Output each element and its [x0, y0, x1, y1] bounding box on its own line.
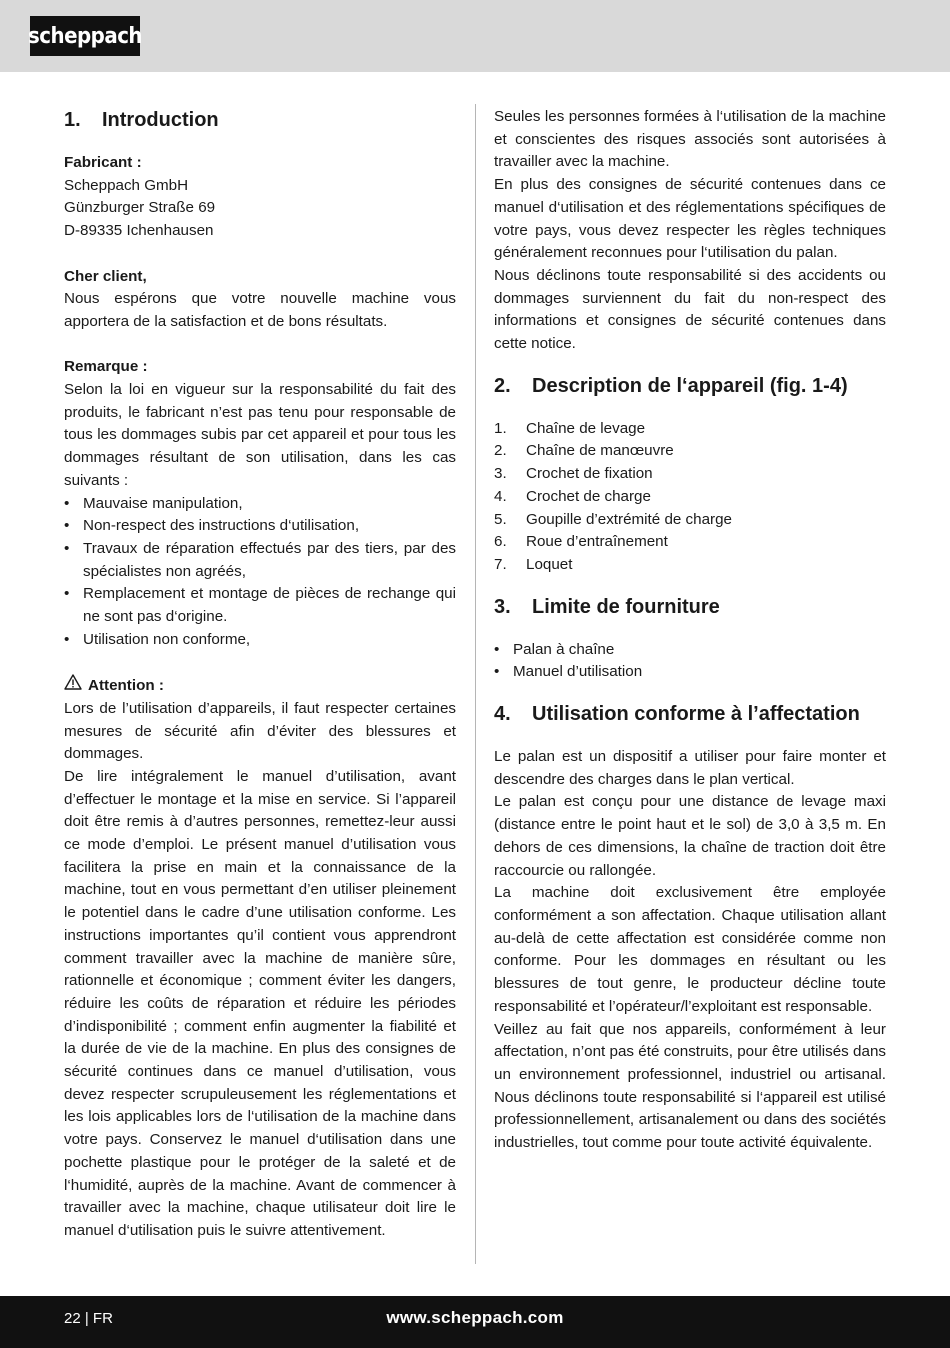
list-item: • Travaux de réparation effectués par des tiers, par des spécialistes non agréés, [64, 538, 456, 583]
attention-text: Lors de l’utilisation d’appareils, il faut respecter certaines mesures de sécurité afin d’éviter des blessures et dommages. [64, 699, 456, 763]
list-item [494, 509, 886, 532]
list-item [494, 486, 886, 509]
page-number: 22 | FR [64, 1310, 113, 1327]
intro-paragraph: Nous déclinons toute responsabilité si des accidents ou dommages surviennent du fait du non-respect des informations et consignes de sécurité contenues dans cette notice. [494, 266, 886, 353]
section-title: Description de l‘appareil (fig. 1-4) [532, 374, 848, 397]
section-title: Introduction [102, 109, 219, 131]
item-number: 4. [494, 487, 507, 505]
list-item [494, 440, 886, 463]
section-number: 1. [64, 109, 81, 131]
right-column [494, 106, 886, 1155]
scheppach-logo: scheppach [30, 16, 140, 56]
attention-label: Attention : [88, 676, 164, 694]
list-item: • Palan à chaîne [494, 639, 886, 662]
list-item [494, 554, 886, 577]
liability-cases-list [64, 493, 456, 652]
left-column [64, 106, 456, 1243]
section-number: 4. [494, 703, 511, 726]
address-line: Scheppach GmbH [64, 176, 189, 194]
remarque-label: Remarque : [64, 358, 148, 376]
section-title: Limite de fourniture [532, 595, 720, 618]
use-paragraph: Veillez au fait que nos appareils, conformément à leur affectation, n’ont pas été construits, pour être utilisés dans un environnement professionnel, industriel ou artisanal. Nous déclinons toute responsabilité si l‘appareil est utilisé professionnellement, artisanalement ou dans des sociétés industrielles, tout comme pour toute activité équivalente. [494, 1020, 886, 1152]
item-label: Crochet de fixation [526, 465, 653, 483]
use-paragraph: Le palan est un dispositif a utiliser pour faire monter et descendre des charges dans le plan vertical. [494, 748, 886, 788]
item-label: Loquet [526, 555, 573, 573]
section-title: Utilisation conforme à l’affectation [532, 703, 860, 726]
list-item: • Remplacement et montage de pièces de rechange qui ne sont pas d‘origine. [64, 583, 456, 628]
fabricant-label: Fabricant : [64, 154, 142, 171]
parts-list [494, 418, 886, 577]
item-number: 7. [494, 555, 507, 573]
attention-heading [64, 674, 456, 698]
column-divider [475, 104, 476, 1264]
website-url: www.scheppach.com [386, 1308, 564, 1327]
item-number: 2. [494, 442, 507, 460]
warning-triangle-icon [64, 674, 82, 698]
item-number: 6. [494, 533, 507, 551]
list-item: • Mauvaise manipulation, [64, 493, 456, 516]
item-label: Roue d’entraînement [526, 533, 668, 551]
address-line: D-89335 Ichenhausen [64, 222, 214, 240]
list-item [494, 418, 886, 441]
use-paragraph: La machine doit exclusivement être employée conformément a son affectation. Chaque utilisation allant au-delà de cette affectation est considérée comme non conforme. Pour les dommages en résultant ou les blessures de tout genre, le producteur décline toute responsabilité et l’opérateur/l’exploitant est responsable. [494, 884, 886, 1015]
supply-list [494, 639, 886, 684]
item-label: Chaîne de manœuvre [526, 442, 674, 460]
list-item: • Utilisation non conforme, [64, 629, 456, 652]
section-number: 3. [494, 595, 511, 618]
item-number: 3. [494, 465, 507, 483]
intro-paragraph: Seules les personnes formées à l‘utilisation de la machine et conscientes des risques associés sont autorisées à travailler avec la machine. [494, 108, 886, 171]
page-header [0, 0, 950, 72]
item-label: Chaîne de levage [526, 419, 646, 437]
section-3-heading [494, 593, 886, 621]
client-text: Nous espérons que votre nouvelle machine vous apportera de la satisfaction et de bons résultats. [64, 290, 456, 330]
list-item: • Manuel d’utilisation [494, 661, 886, 684]
page-footer [0, 1296, 950, 1348]
item-number: 1. [494, 419, 507, 437]
manual-text: De lire intégralement le manuel d’utilisation, avant d’effectuer le montage et la mise en service. Si l’appareil doit être remis à d’autres personnes, remettez-leur aussi ce mode d’emploi. Le présent manuel d’utilisation vous facilitera la prise en main et la connaissance de la machine, tout en vous permettant d’en utiliser pleinement le potentiel dans le cadre d’une utilisation conforme. Les instructions importantes qu’il contient vous apprendront comment travailler avec la machine de manière sûre, rationnelle et économique ; comment éviter les dangers, réduire les coûts de réparation et réduire les périodes d’indisponibilité ; comment enfin augmenter la fiabilité et la durée de vie de la machine. En plus des consignes de sécurité continues dans ce manuel d’utilisation, vous devez respecter scrupuleusement les réglementations et les lois applicables lors de l‘utilisation de la machine dans votre pays. Conservez le manuel d‘utilisation dans une pochette plastique pour le protéger de la saleté et de l‘humidité, auprès de la machine. Avant de commencer à travailler avec la machine, chaque utilisateur doit lire le manuel d‘utilisation puis le suivre attentivement. [64, 767, 456, 1239]
section-number: 2. [494, 374, 511, 397]
item-label: Goupille d’extrémité de charge [526, 510, 732, 528]
item-number: 5. [494, 510, 507, 528]
list-item: • Non-respect des instructions d‘utilisation, [64, 515, 456, 538]
list-item [494, 531, 886, 554]
list-item [494, 463, 886, 486]
client-label: Cher client, [64, 267, 147, 285]
item-label: Crochet de charge [526, 487, 651, 505]
use-paragraph: Le palan est conçu pour une distance de levage maxi (distance entre le point haut et le sol) de 3,0 à 3,5 m. En dehors de ces dimensions, la chaîne de traction doit être raccourcie ou rallongée. [494, 793, 886, 879]
section-1-heading [64, 106, 456, 134]
address-line: Günzburger Straße 69 [64, 199, 216, 217]
intro-paragraph: En plus des consignes de sécurité contenues dans ce manuel d‘utilisation et des réglementations spécifiques de votre pays, vous devez respecter les règles techniques généralement reconnues pour l‘utilisation du palan. [494, 176, 886, 262]
section-2-heading [494, 372, 886, 400]
section-4-heading [494, 700, 886, 728]
remarque-text: Selon la loi en vigueur sur la responsabilité du fait des produits, le fabricant n’est pas tenu pour responsable de tous les dommages subis par cet appareil et pour tous les dommages résultant de son utilisation, dans les cas suivants : [64, 381, 456, 489]
